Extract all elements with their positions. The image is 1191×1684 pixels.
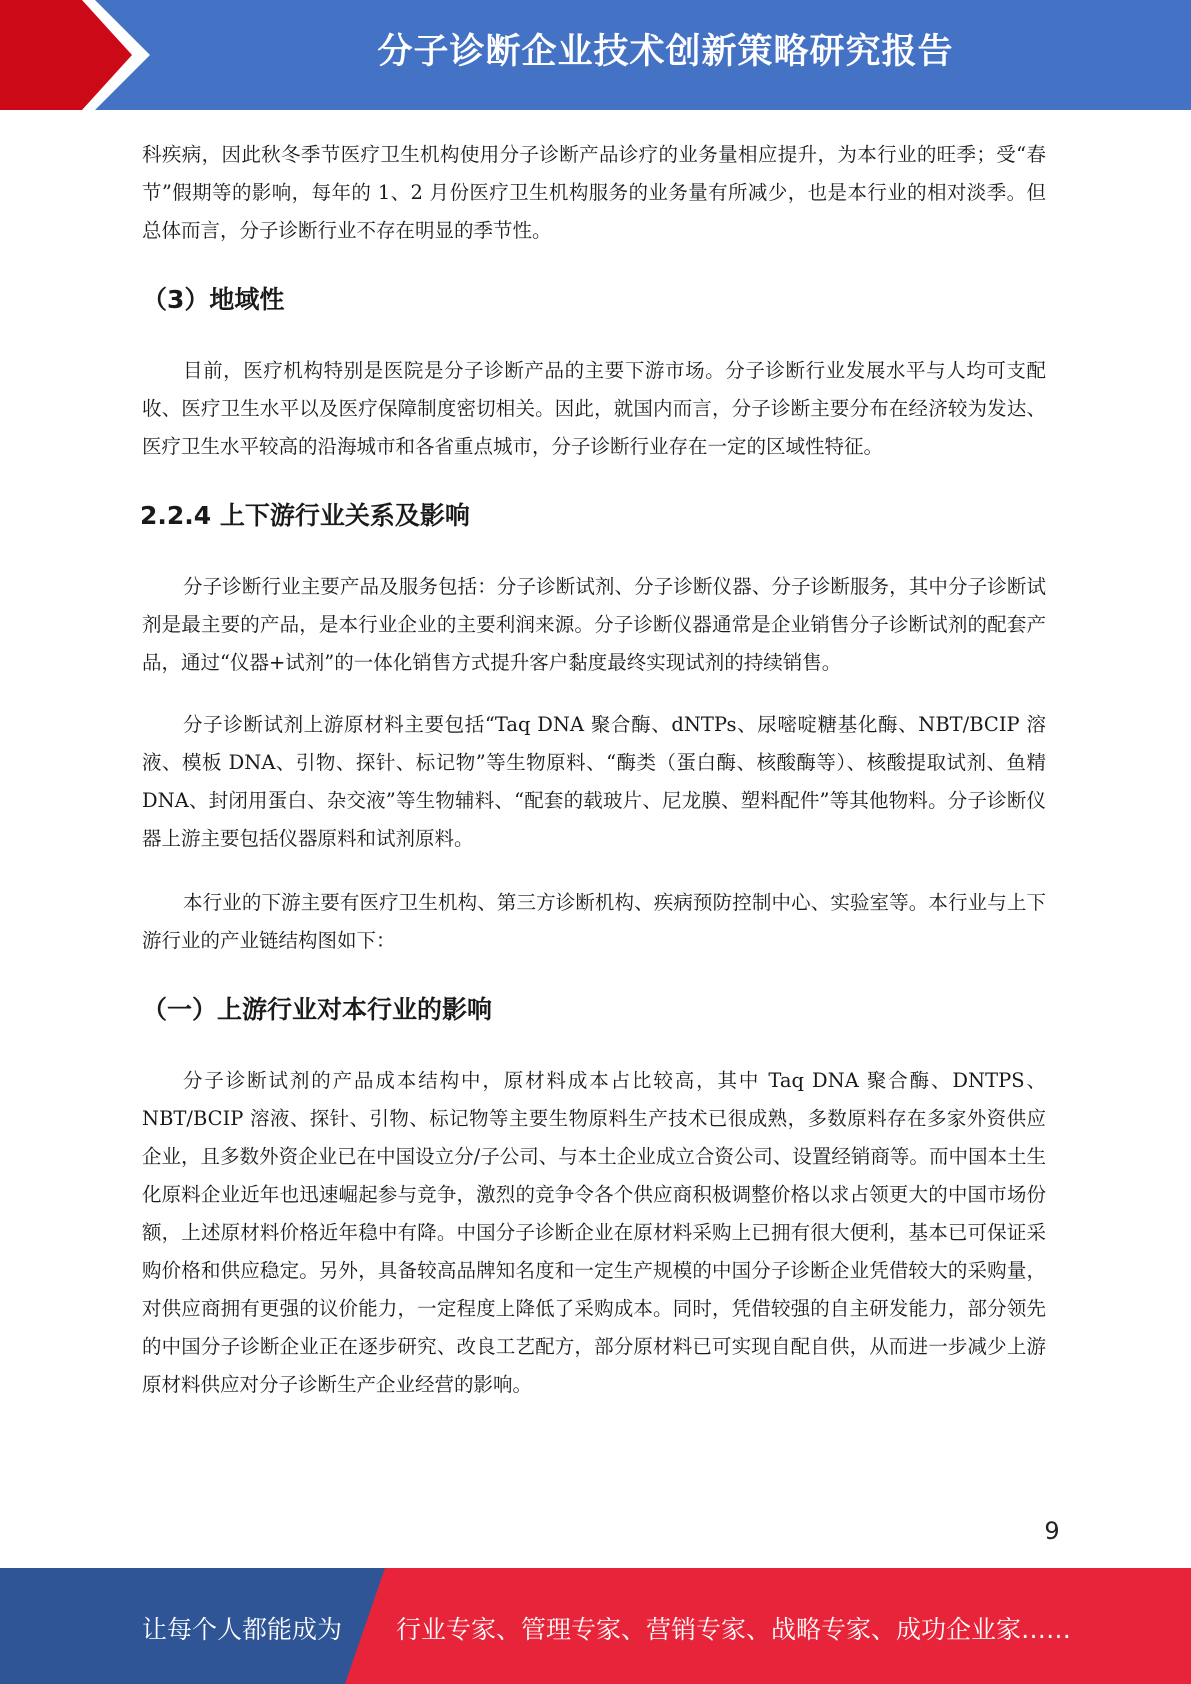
- header-red-chevron: [0, 0, 160, 110]
- paragraph-upstream-materials: 分子诊断试剂上游原材料主要包括“Taq DNA 聚合酶、dNTPs、尿嘧啶糖基化酶、NBT/BCIP 溶液、模板 DNA、引物、探针、标记物”等生物原料、“酶类（蛋白酶、核酸酶等）、核酸提取试剂、鱼精 DNA、封闭用蛋白、杂交液”等生物辅料、“配套的载玻片、尼龙膜、塑料配件”等其他物料。分子诊断仪器上游主要包括仪器原料和试剂原料。: [142, 713, 1046, 850]
- heading-regionality: （3）地域性: [142, 285, 285, 314]
- paragraph-downstream: 本行业的下游主要有医疗卫生机构、第三方诊断机构、疾病预防控制中心、实验室等。本行业与上下游行业的产业链结构图如下：: [142, 891, 1046, 952]
- page-footer: [0, 1568, 1191, 1684]
- heading-section-2-2-4: 2.2.4 上下游行业关系及影响: [140, 501, 470, 530]
- page-content: [142, 136, 1046, 1404]
- page-header: [0, 0, 1191, 110]
- paragraph-regionality: 目前，医疗机构特别是医院是分子诊断产品的主要下游市场。分子诊断行业发展水平与人均可支配收、医疗卫生水平以及医疗保障制度密切相关。因此，就国内而言，分子诊断主要分布在经济较为发达、医疗卫生水平较高的沿海城市和各省重点城市，分子诊断行业存在一定的区域性特征。: [142, 359, 1046, 458]
- paragraph-seasonality-end: 科疾病，因此秋冬季节医疗卫生机构使用分子诊断产品诊疗的业务量相应提升，为本行业的旺季；受“春节”假期等的影响，每年的 1、2 月份医疗卫生机构服务的业务量有所减少，也是本行业的相对淡季。但总体而言，分子诊断行业不存在明显的季节性。: [142, 143, 1046, 242]
- report-title: 分子诊断企业技术创新策略研究报告: [377, 32, 954, 72]
- footer-slogan-right: 行业专家、管理专家、营销专家、战略专家、成功企业家……: [396, 1615, 1072, 1644]
- heading-upstream-impact: （一）上游行业对本行业的影响: [142, 995, 493, 1024]
- page-number: 9: [1044, 1517, 1060, 1545]
- footer-slogan-left: 让每个人都能成为: [142, 1615, 343, 1644]
- paragraph-products-services: 分子诊断行业主要产品及服务包括：分子诊断试剂、分子诊断仪器、分子诊断服务，其中分子诊断试剂是最主要的产品，是本行业企业的主要利润来源。分子诊断仪器通常是企业销售分子诊断试剂的配套产品，通过“仪器+试剂”的一体化销售方式提升客户黏度最终实现试剂的持续销售。: [142, 575, 1046, 674]
- paragraph-upstream-impact: 分子诊断试剂的产品成本结构中，原材料成本占比较高，其中 Taq DNA 聚合酶、DNTPS、NBT/BCIP 溶液、探针、引物、标记物等主要生物原料生产技术已很成熟，多数原料存在多家外资供应企业，且多数外资企业已在中国设立分/子公司、与本土企业成立合资公司、设置经销商等。而中国本土生化原料企业近年也迅速崛起参与竞争，激烈的竞争令各个供应商积极调整价格以求占领更大的中国市场份额，上述原材料价格近年稳中有降。中国分子诊断企业在原材料采购上已拥有很大便利，基本已可保证采购价格和供应稳定。另外，具备较高品牌知名度和一定生产规模的中国分子诊断企业凭借较大的采购量，对供应商拥有更强的议价能力，一定程度上降低了采购成本。同时，凭借较强的自主研发能力，部分领先的中国分子诊断企业正在逐步研究、改良工艺配方，部分原材料已可实现自配自供，从而进一步减少上游原材料供应对分子诊断生产企业经营的影响。: [142, 1069, 1046, 1396]
